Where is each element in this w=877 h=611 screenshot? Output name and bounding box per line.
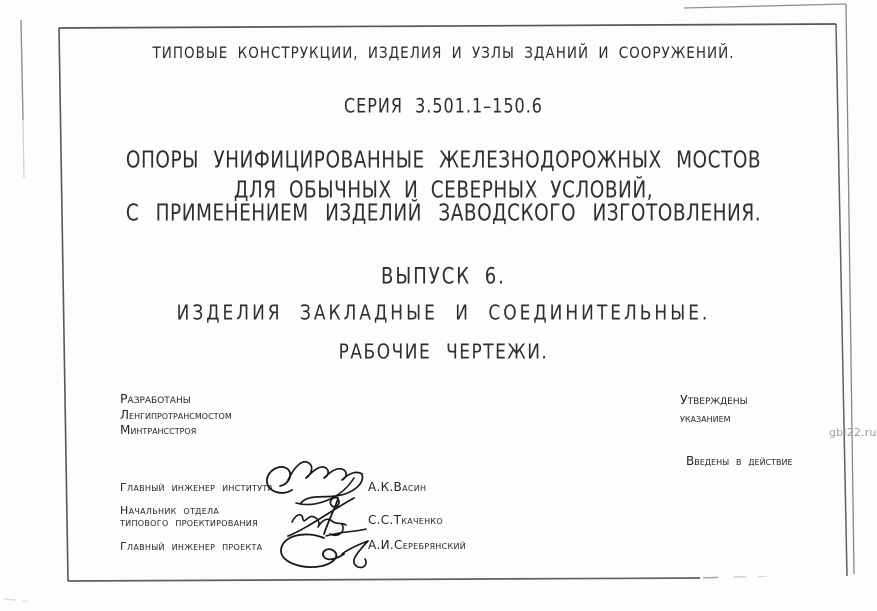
issue-subject-line: ИЗДЕЛИЯ ЗАКЛАДНЫЕ И СОЕДИНИТЕЛЬНЫЕ. <box>176 301 711 326</box>
signature-role-3: Главный инженер проекта <box>120 540 263 553</box>
developed-by-label: Разработаны <box>120 391 191 406</box>
signature-name-1: А.К.Васин <box>368 480 427 494</box>
approved-by-line: указанием <box>680 411 731 425</box>
title-line-3: С ПРИМЕНЕНИЕМ ИЗДЕЛИЙ ЗАВОДСКОГО ИЗГОТОВЛЕНИЯ. <box>125 200 762 227</box>
signature-name-3: А.И.Серебрянский <box>368 538 467 552</box>
developed-by-org-1: Ленгипротрансмостом <box>120 408 232 422</box>
approved-label: Утверждены <box>680 392 748 407</box>
issue-line: ВЫПУСК 6. <box>381 263 506 290</box>
doc-kind-line: РАБОЧИЕ ЧЕРТЕЖИ. <box>338 340 549 365</box>
title-line-1: ОПОРЫ УНИФИЦИРОВАННЫЕ ЖЕЛЕЗНОДОРОЖНЫХ МОСТОВ <box>125 147 762 174</box>
series-line: СЕРИЯ 3.501.1–150.6 <box>344 94 543 118</box>
effective-label: Введены в действие <box>686 454 793 468</box>
signature-role-2-line-1: Начальник отдела <box>120 504 220 517</box>
title-line-2: ДЛЯ ОБЫЧНЫХ И СЕВЕРНЫХ УСЛОВИЙ, <box>233 177 654 204</box>
signature-name-2: С.С.Ткаченко <box>368 513 444 527</box>
developed-by-org-2: Минтрансстроя <box>120 423 197 437</box>
category-line: ТИПОВЫЕ КОНСТРУКЦИИ, ИЗДЕЛИЯ И УЗЛЫ ЗДАНИЙ И СООРУЖЕНИЙ. <box>152 43 735 63</box>
watermark-text: gbi22.ru <box>829 426 877 439</box>
signature-role-1: Главный инженер института <box>120 481 274 494</box>
signature-serebryansky <box>268 528 372 574</box>
signature-role-2-line-2: типового проектирования <box>120 516 258 529</box>
